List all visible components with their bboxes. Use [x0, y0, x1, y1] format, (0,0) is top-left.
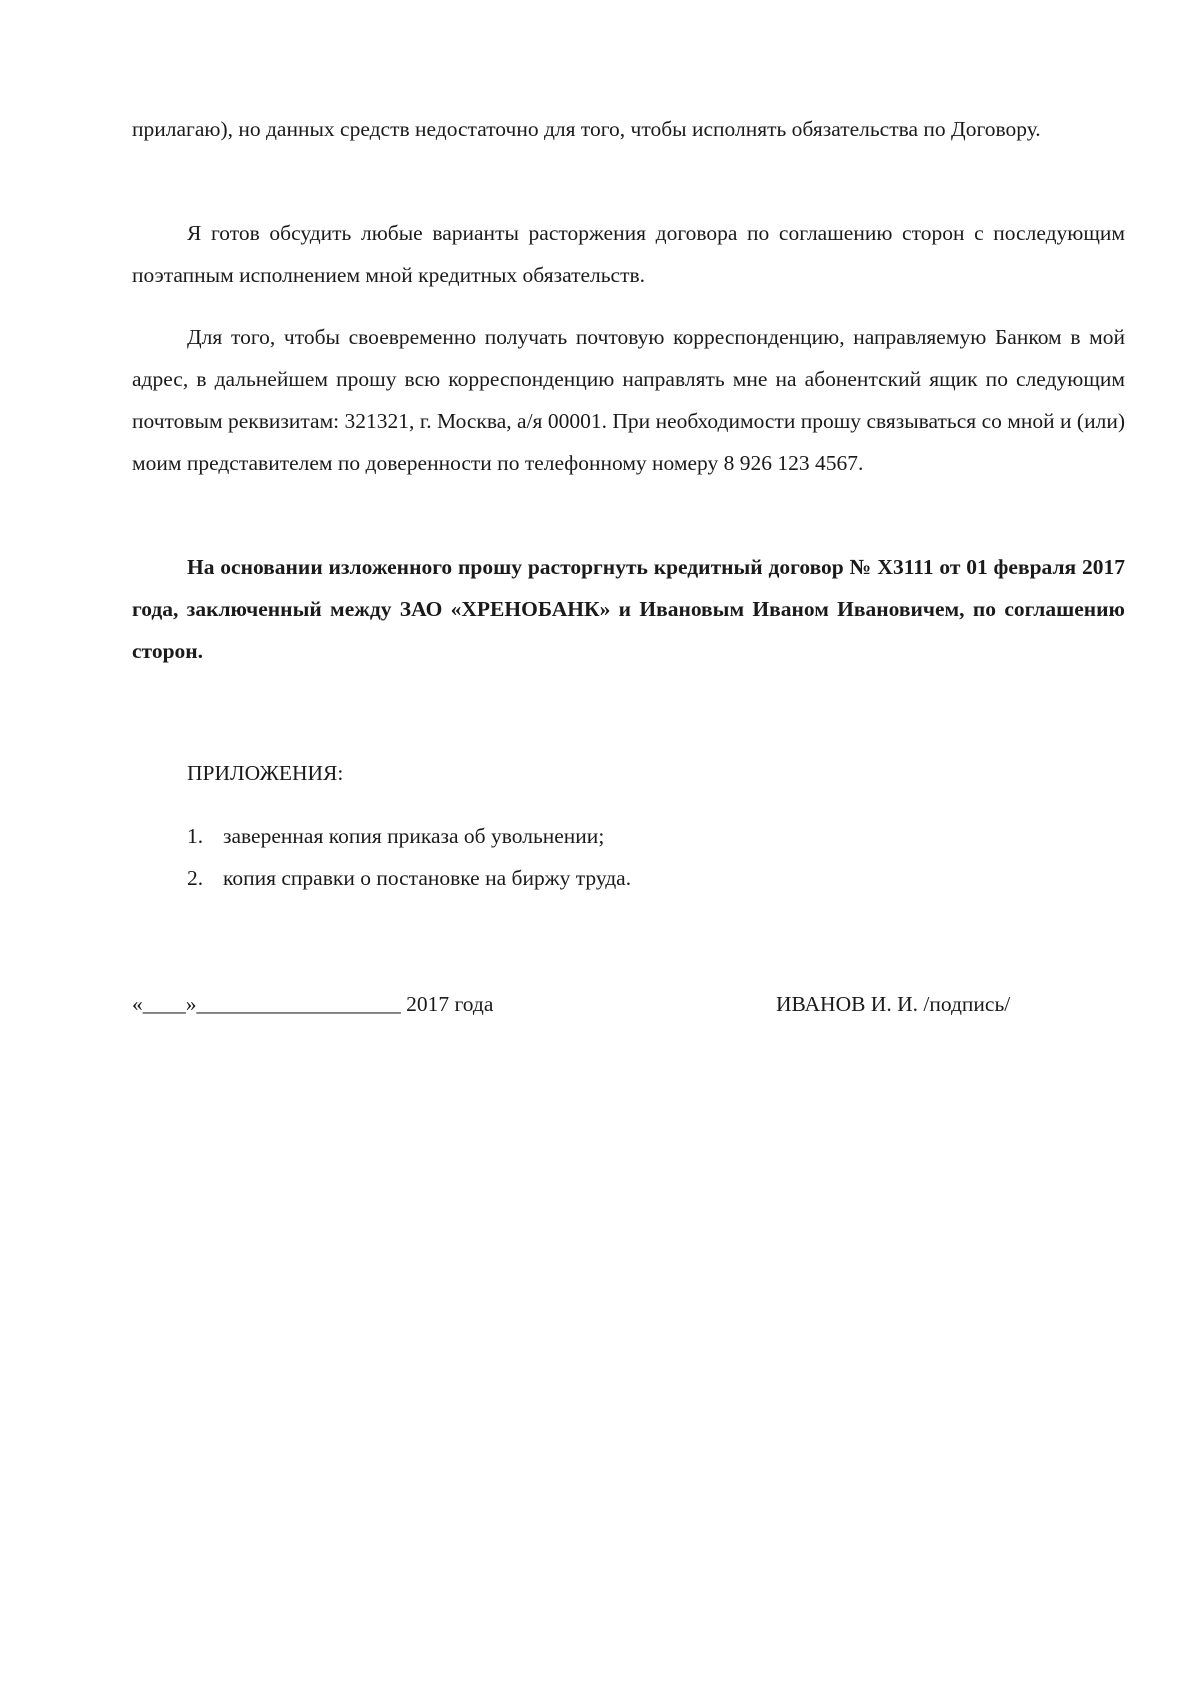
paragraph-correspondence-address: Для того, чтобы своевременно получать почтовую корреспонденцию, направляемую Банком в мой адрес, в дальнейшем прошу всю корреспонденцию направлять мне на абонентский ящик по следующим почтовым реквизитам: 321321, г. Москва, а/я 00001. При необходимости прошу связываться со мной и (или) моим представителем по доверенности по телефонному номеру 8 926 123 4567.: [132, 325, 1125, 475]
attachment-number: 2.: [187, 866, 204, 890]
paragraph-termination-request: На основании изложенного прошу расторгнуть кредитный договор № Х3111 от 01 февраля 2017 года, заключенный между ЗАО «ХРЕНОБАНК» и Ивановым Иваном Ивановичем, по соглашению сторон.: [132, 555, 1125, 663]
signature-line: ИВАНОВ И. И. /подпись/: [776, 992, 1011, 1016]
attachment-item: [187, 815, 631, 857]
attachment-item: [187, 857, 631, 899]
attachments-list: [187, 815, 631, 899]
paragraph-funds-insufficient: прилагаю), но данных средств недостаточно для того, чтобы исполнять обязательства по Договору.: [132, 117, 1041, 141]
date-line: «____»___________________ 2017 года: [132, 992, 494, 1016]
attachment-text: заверенная копия приказа об увольнении;: [223, 824, 605, 848]
paragraph-ready-to-discuss: Я готов обсудить любые варианты расторжения договора по соглашению сторон с последующим поэтапным исполнением мной кредитных обязательств.: [132, 221, 1125, 287]
attachment-text: копия справки о постановке на биржу труда.: [223, 866, 632, 890]
attachments-heading: ПРИЛОЖЕНИЯ:: [187, 761, 344, 785]
attachment-number: 1.: [187, 824, 204, 848]
